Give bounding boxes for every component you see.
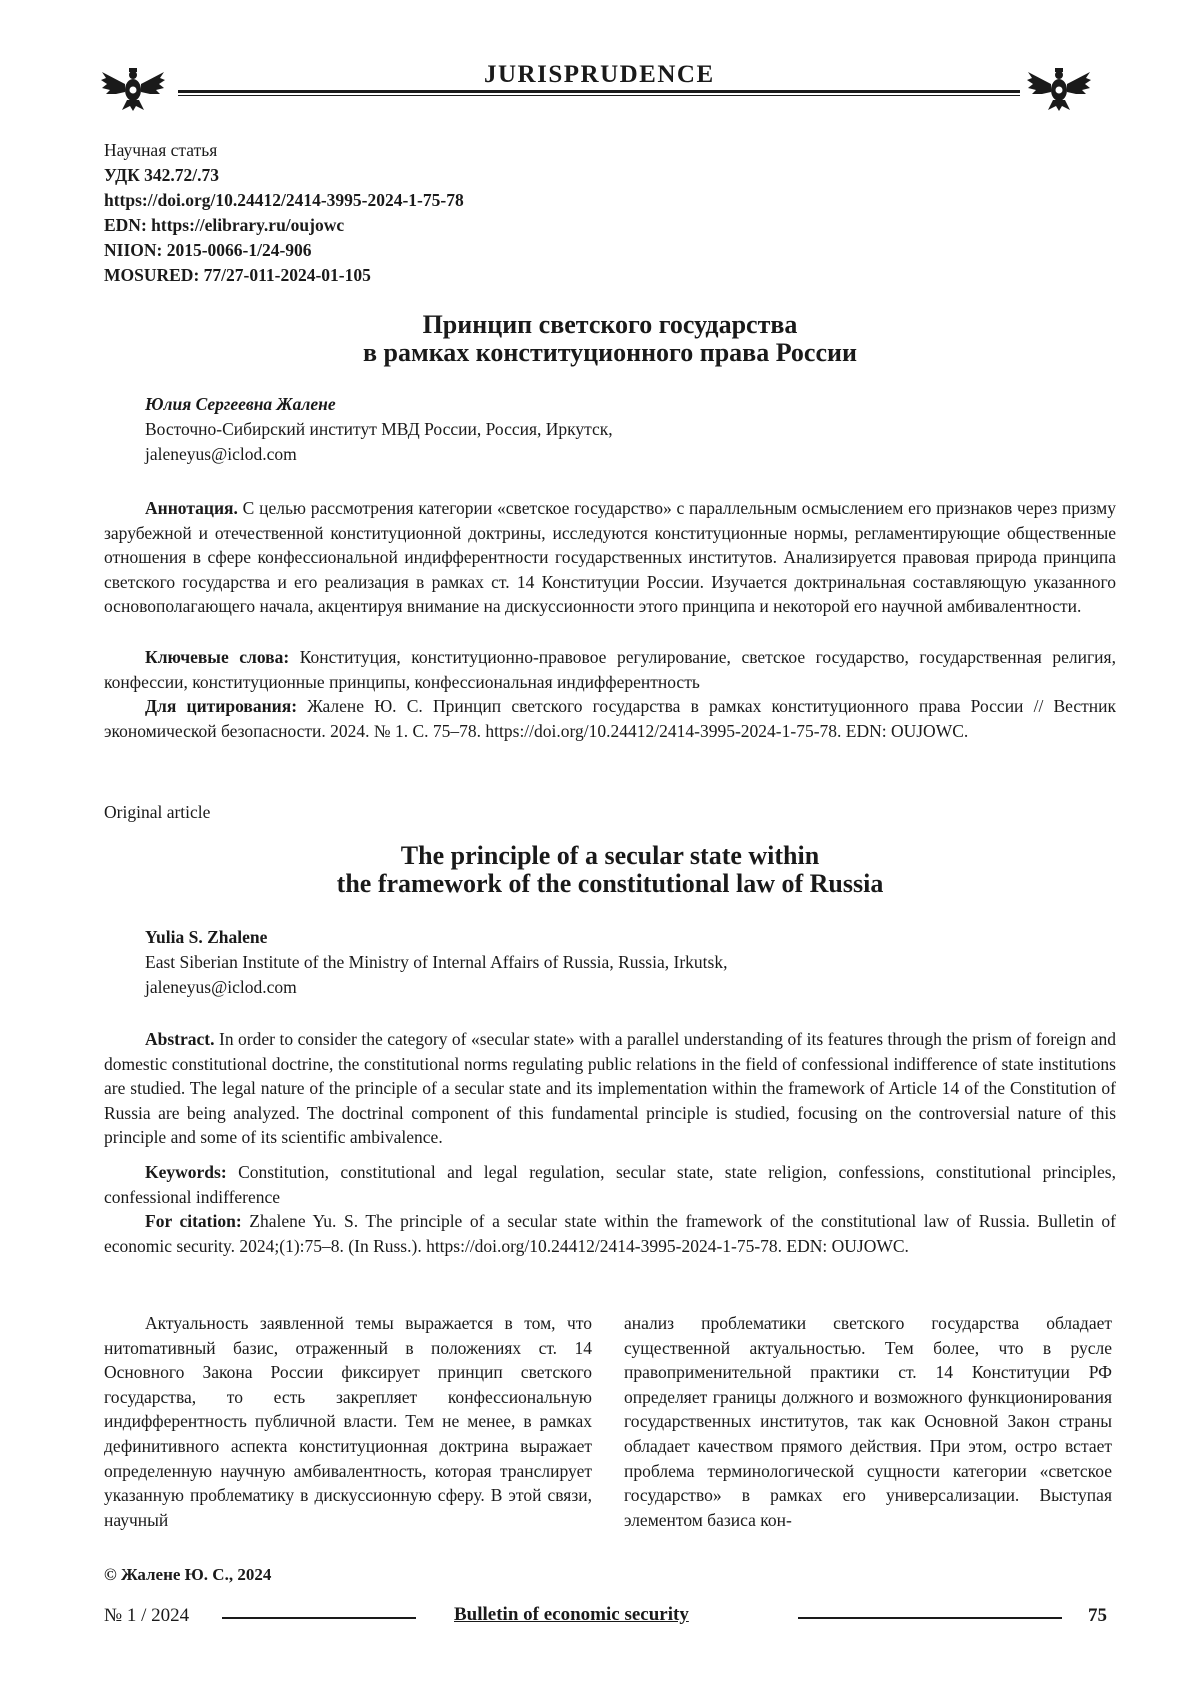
keywords-ru: [104, 645, 1116, 694]
article-type: Научная статья: [104, 140, 218, 160]
citation-text-ru: Жалене Ю. С. Принцип светского государства в рамках конституционного права России // Вестник экономической безопасности. 2024. № 1. С. 75–78. https://doi.org/10.24412/2414-3995-2024-1-75-78. EDN: OUJOWC.: [104, 696, 1117, 741]
author-email-ru[interactable]: jaleneyus@iclod.com: [145, 444, 297, 464]
body-column-right: [624, 1311, 1112, 1532]
title-en-line2: the framework of the constitutional law of Russia: [336, 869, 884, 898]
footer-rule-right: [798, 1617, 1062, 1619]
citation-ru: [104, 694, 1116, 743]
header-rule: [178, 90, 1020, 93]
author-email-en[interactable]: jaleneyus@iclod.com: [145, 977, 297, 997]
annotation-label: Аннотация.: [145, 498, 238, 518]
article-title-ru: [104, 311, 1116, 367]
annotation-ru: [104, 496, 1116, 619]
edn-link[interactable]: EDN: https://elibrary.ru/oujowc: [104, 215, 345, 235]
keywords-label-en: Keywords:: [145, 1162, 227, 1182]
abstract-label: Abstract.: [145, 1029, 215, 1049]
abstract-text: In order to consider the category of «secular state» with a parallel understanding of its features through the prism of foreign and domestic constitutional doctrine, the constitutional norms regulating public relations in the field of confessional indifference of state institutions are studied. The legal nature of the principle of a secular state and its implementation within the framework of Article 14 of the Constitution of Russia are being analyzed. The doctrinal component of this fundamental principle is studied, focusing on the controversial nature of this principle and some of its scientific ambivalence.: [104, 1029, 1116, 1148]
abstract-en: [104, 1027, 1116, 1150]
annotation-text: С целью рассмотрения категории «светское государство» с параллельным осмыслением его признаков через призму зарубежной и отечественной конституционной доктрины, исследуются конституционные нормы, регламентирующие общественные отношения в сфере конфессиональной индифферентности государственных институтов. Анализируется правовая природа принципа светского государства и его реализация в рамках ст. 14 Конституции России. Изучается доктринальная составляющую указанного основополагающего начала, акцентируя внимание на дискуссионности этого принципа и некоторой его научной амбивалентности.: [104, 498, 1116, 617]
eagle-emblem-right-icon: [1026, 62, 1092, 112]
article-title-en: [104, 842, 1116, 898]
keywords-en: [104, 1160, 1116, 1209]
author-block-ru: [145, 392, 613, 467]
citation-en: [104, 1209, 1116, 1258]
author-affiliation-ru: Восточно-Сибирский институт МВД России, Россия, Иркутск,: [145, 419, 613, 439]
header-rule-thin: [178, 95, 1020, 96]
footer-rule-left: [222, 1617, 416, 1619]
copyright-notice: © Жалене Ю. С., 2024: [104, 1565, 272, 1584]
author-block-en: [145, 925, 727, 1000]
keywords-label-ru: Ключевые слова:: [145, 647, 290, 667]
section-title: JURISPRUDENCE: [476, 60, 723, 90]
author-name-en: Yulia S. Zhalene: [145, 927, 268, 947]
udk-code: УДК 342.72/.73: [104, 165, 220, 185]
body-column-left: [104, 1311, 592, 1532]
mosured-code: MOSURED: 77/27-011-2024-01-105: [104, 265, 371, 285]
original-article-label: Original article: [104, 802, 211, 822]
author-name-ru: Юлия Сергеевна Жалене: [145, 394, 336, 414]
niion-code: NIION: 2015-0066-1/24-906: [104, 240, 312, 260]
body-left-text: Актуальность заявленной темы выражается в том, что нитоmативный базис, отраженный в положениях ст. 14 Основного Закона России фиксирует принцип светского государства, то есть закрепляет конфессиональную индифферентность публичной власти. Тем не менее, в рамках дефинитивного аспекта конституционная доктрина выражает определенную научную амбивалентность, которая транслирует указанную проблематику в дискуссионную сферу. В этой связи, научный: [104, 1313, 592, 1530]
eagle-emblem-left-icon: [100, 62, 166, 112]
doi-link[interactable]: https://doi.org/10.24412/2414-3995-2024-1-75-78: [104, 190, 464, 210]
footer-journal-name: Bulletin of economic security: [454, 1604, 689, 1625]
keywords-text-en: Constitution, constitutional and legal regulation, secular state, state religion, confessions, constitutional principles, confessional indifference: [104, 1162, 1116, 1207]
author-affiliation-en: East Siberian Institute of the Ministry of Internal Affairs of Russia, Russia, Irkutsk,: [145, 952, 728, 972]
body-right-text: анализ проблематики светского государства обладает существенной актуальностью. Тем более, что в русле правоприменительной практики ст. 14 Конституции РФ определяет границы должного и возможного функционирования государственных институтов, так как Основной Закон страны обладает качеством прямого действия. При этом, остро встает проблема терминологической сущности категории «светское государство» в рамках его универсализации. Выступая элементом базиса кон-: [624, 1313, 1112, 1530]
title-ru-line2: в рамках конституционного права России: [363, 338, 857, 367]
keywords-text-ru: Конституция, конституционно-правовое регулирование, светское государство, государственная религия, конфессии, конституционные принципы, конфессиональная индифферентность: [104, 647, 1116, 692]
citation-text-en: Zhalene Yu. S. The principle of a secular state within the framework of the constitutional law of Russia. Bulletin of economic security. 2024;(1):75–8. (In Russ.). https://doi.org/10.24412/2414-3995-2024-1-75-78. EDN: OUJOWC.: [104, 1211, 1116, 1256]
page-number: 75: [1088, 1605, 1107, 1626]
article-meta: [104, 138, 464, 288]
citation-label-ru: Для цитирования:: [145, 696, 298, 716]
citation-label-en: For citation:: [145, 1211, 242, 1231]
title-ru-line1: Принцип светского государства: [422, 310, 798, 339]
footer-issue: № 1 / 2024: [104, 1605, 190, 1626]
title-en-line1: The principle of a secular state within: [400, 841, 820, 870]
